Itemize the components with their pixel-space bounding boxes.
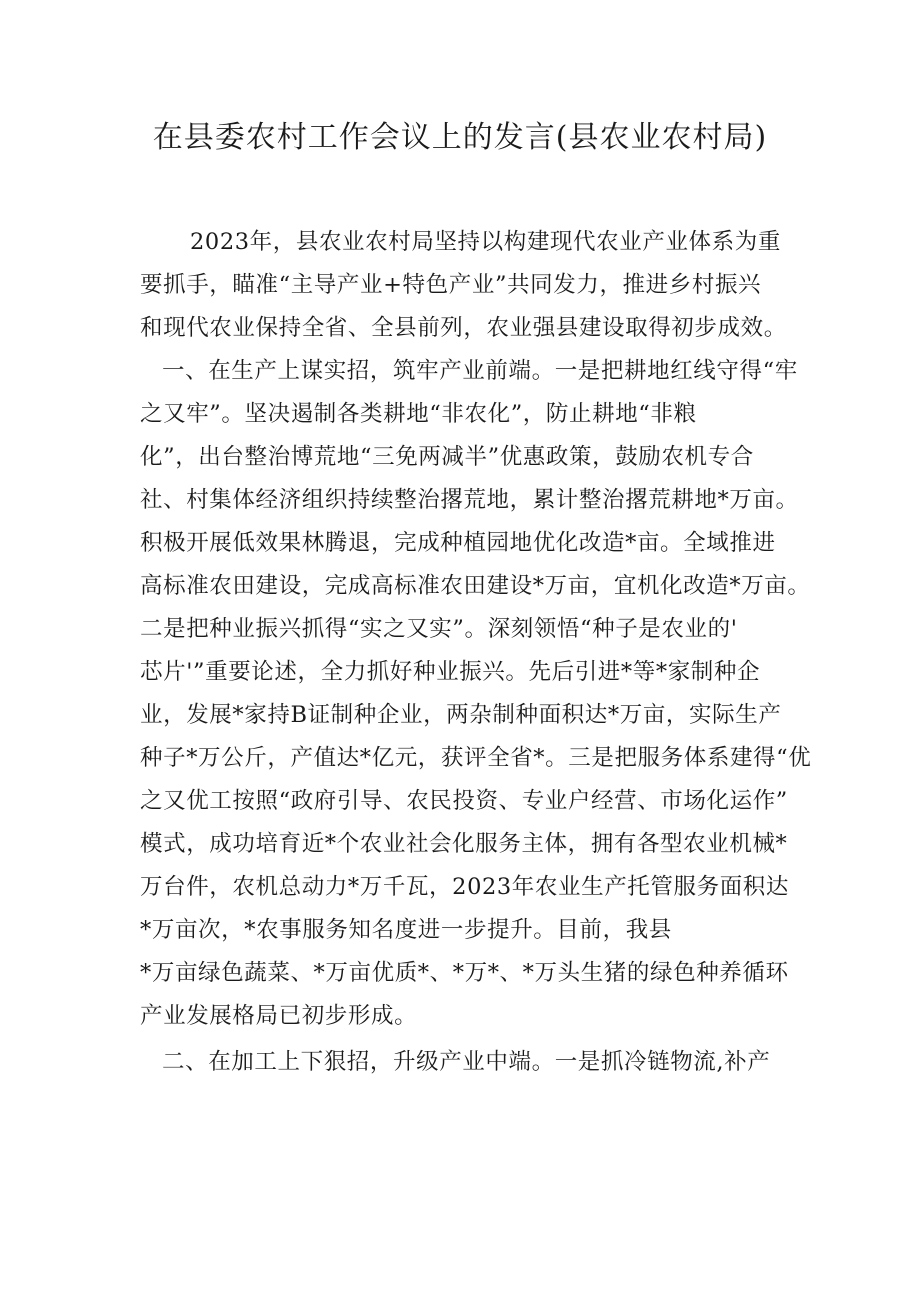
paragraph-2-line-16: 产业发展格局已初步形成。 xyxy=(140,1003,418,1029)
paragraph-2-line-10: 种子*万公斤，产值达*亿元，获评全省*。三是把服务体系建得“优 xyxy=(140,745,812,771)
paragraph-2-line-2: 之又牢”。坚决遏制各类耕地“非农化”，防止耕地“非粮 xyxy=(140,401,697,427)
paragraph-2-line-3: 化”，出台整治博荒地“三免两减半”优惠政策，鼓励农机专合 xyxy=(140,444,754,470)
paragraph-2-line-4: 社、村集体经济组织持续整治撂荒地，累计整治撂荒耕地*万亩。 xyxy=(140,487,799,513)
paragraph-1-line-2: 要抓手，瞄准“主导产业+特色产业”共同发力，推进乡村振兴 xyxy=(140,272,762,298)
paragraph-2-line-13: 万台件，农机总动力*万千瓦，2023年农业生产托管服务面积达 xyxy=(140,874,790,900)
paragraph-2-line-5: 积极开展低效果林腾退，完成种植园地优化改造*亩。全域推进 xyxy=(140,530,776,556)
paragraph-2-line-8: 芯片'”重要论述，全力抓好种业振兴。先后引进*等*家制种企 xyxy=(140,659,761,685)
paragraph-1-line-1: 2023年，县农业农村局坚持以构建现代农业产业体系为重 xyxy=(190,229,781,255)
paragraph-2-line-15: *万亩绿色蔬菜、*万亩优质*、*万*、*万头生猪的绿色种养循环 xyxy=(140,960,789,986)
paragraph-2-line-14: *万亩次，*农事服务知名度进一步提升。目前，我县 xyxy=(140,917,672,943)
paragraph-2-line-6: 高标准农田建设，完成高标准农田建设*万亩，宜机化改造*万亩。 xyxy=(140,573,811,599)
paragraph-1-line-3: 和现代农业保持全省、全县前列，农业强县建设取得初步成效。 xyxy=(140,315,787,341)
paragraph-2-line-9: 业，发展*家持B证制种企业，两杂制种面积达*万亩，实际生产 xyxy=(140,702,782,728)
document-title: 在县委农村工作会议上的发言(县农业农村局) xyxy=(152,120,768,155)
paragraph-2-line-12: 模式，成功培育近*个农业社会化服务主体，拥有各型农业机械* xyxy=(140,831,788,857)
paragraph-2-line-11: 之又优工按照“政府引导、农民投资、专业户经营、市场化运作” xyxy=(140,788,788,814)
paragraph-2-line-1: 一、在生产上谋实招，筑牢产业前端。一是把耕地红线守得“牢 xyxy=(162,358,798,384)
paragraph-2-line-7: 二是把种业振兴抓得“实之又实”。深刻领悟“种子是农业的' xyxy=(140,616,738,642)
paragraph-3-line-1: 二、在加工上下狠招，升级产业中端。一是抓冷链物流,补产 xyxy=(162,1049,771,1075)
